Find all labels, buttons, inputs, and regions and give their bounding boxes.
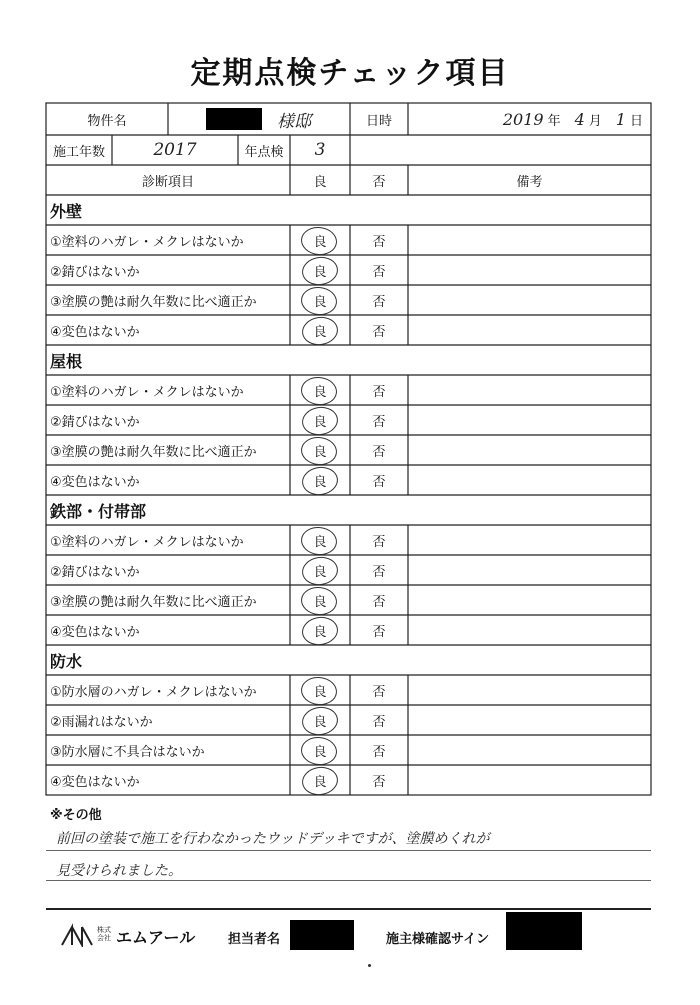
bad-mark: 否 — [372, 384, 386, 400]
client-label: 施主様確認サイン — [386, 932, 490, 947]
bad-mark: 否 — [372, 414, 386, 430]
bad-mark: 否 — [372, 624, 386, 640]
column-item: 診断項目 — [141, 174, 194, 190]
good-mark: 良 — [313, 714, 327, 730]
column-notes: 備考 — [516, 174, 543, 190]
check-item: ①塗料のハガレ・メクレはないか — [50, 534, 244, 550]
month-char: 月 — [588, 113, 602, 129]
bad-mark: 否 — [372, 594, 386, 610]
bad-mark: 否 — [372, 234, 386, 250]
bad-mark: 否 — [372, 474, 386, 490]
column-good: 良 — [313, 174, 327, 190]
check-item: ③塗膜の艶は耐久年数に比べ適正か — [50, 294, 257, 310]
redacted-client-signature — [506, 912, 582, 950]
inspection-value: 3 — [314, 140, 326, 160]
other-note-line2: 見受けられました。 — [56, 863, 182, 879]
page-title: 定期点検チェック項目 — [190, 56, 510, 91]
bad-mark: 否 — [372, 564, 386, 580]
date-month: 4 — [574, 109, 585, 129]
good-mark: 良 — [313, 324, 327, 340]
date-day: 1 — [615, 109, 626, 129]
good-mark: 良 — [313, 534, 327, 550]
year-char: 年 — [547, 113, 561, 129]
redacted-property-name — [206, 108, 262, 130]
section-title-exterior-wall: 外壁 — [50, 201, 83, 221]
section-title-roof: 屋根 — [50, 351, 83, 371]
bad-mark: 否 — [372, 444, 386, 460]
good-mark: 良 — [313, 444, 327, 460]
years-label: 施工年数 — [52, 144, 105, 160]
bad-mark: 否 — [372, 264, 386, 280]
good-mark: 良 — [313, 384, 327, 400]
footer-divider — [46, 908, 651, 910]
company-name: エムアール — [116, 928, 196, 947]
inspection-label: 年点検 — [244, 144, 284, 160]
bad-mark: 否 — [372, 774, 386, 790]
date-year: 2019 — [502, 109, 544, 129]
bad-mark: 否 — [372, 324, 386, 340]
check-item: ①塗料のハガレ・メクレはないか — [50, 234, 244, 250]
check-item: ④変色はないか — [50, 324, 140, 340]
speck — [368, 964, 371, 967]
good-mark: 良 — [313, 414, 327, 430]
check-item: ③防水層に不具合はないか — [50, 744, 205, 760]
staff-label: 担当者名 — [228, 932, 281, 947]
good-mark: 良 — [313, 684, 327, 700]
company-type: 株式会社 — [97, 926, 111, 942]
bad-mark: 否 — [372, 684, 386, 700]
good-mark: 良 — [313, 294, 327, 310]
check-item: ③塗膜の艶は耐久年数に比べ適正か — [50, 594, 257, 610]
check-item: ③塗膜の艶は耐久年数に比べ適正か — [50, 444, 257, 460]
other-label: ※その他 — [50, 808, 102, 823]
good-mark: 良 — [313, 594, 327, 610]
date-label: 日時 — [365, 113, 392, 129]
good-mark: 良 — [313, 774, 327, 790]
bad-mark: 否 — [372, 294, 386, 310]
check-item: ④変色はないか — [50, 774, 140, 790]
bad-mark: 否 — [372, 534, 386, 550]
property-label: 物件名 — [87, 113, 127, 129]
check-item: ②雨漏れはないか — [50, 714, 153, 730]
good-mark: 良 — [313, 234, 327, 250]
good-mark: 良 — [313, 624, 327, 640]
bad-mark: 否 — [372, 744, 386, 760]
good-mark: 良 — [313, 564, 327, 580]
other-note-line1: 前回の塗装で施工を行わなかったウッドデッキですが、塗膜めくれが — [56, 831, 490, 847]
section-title-waterproofing: 防水 — [50, 651, 83, 671]
check-item: ④変色はないか — [50, 624, 140, 640]
note-line — [46, 850, 651, 851]
good-mark: 良 — [313, 264, 327, 280]
check-item: ①防水層のハガレ・メクレはないか — [50, 684, 257, 700]
section-title-ironwork: 鉄部・付帯部 — [50, 501, 147, 521]
check-item: ④変色はないか — [50, 474, 140, 490]
date-value — [408, 103, 651, 135]
column-bad: 否 — [372, 174, 386, 190]
check-item: ①塗料のハガレ・メクレはないか — [50, 384, 244, 400]
day-char: 日 — [629, 113, 643, 129]
good-mark: 良 — [313, 744, 327, 760]
check-item: ②錆びはないか — [50, 564, 140, 580]
bad-mark: 否 — [372, 714, 386, 730]
check-item: ②錆びはないか — [50, 414, 140, 430]
years-value: 2017 — [153, 140, 197, 160]
note-line — [46, 880, 651, 881]
redacted-staff-name — [290, 920, 354, 950]
company-logo-icon — [60, 923, 94, 951]
property-suffix: 様邸 — [277, 111, 311, 132]
check-item: ②錆びはないか — [50, 264, 140, 280]
good-mark: 良 — [313, 474, 327, 490]
